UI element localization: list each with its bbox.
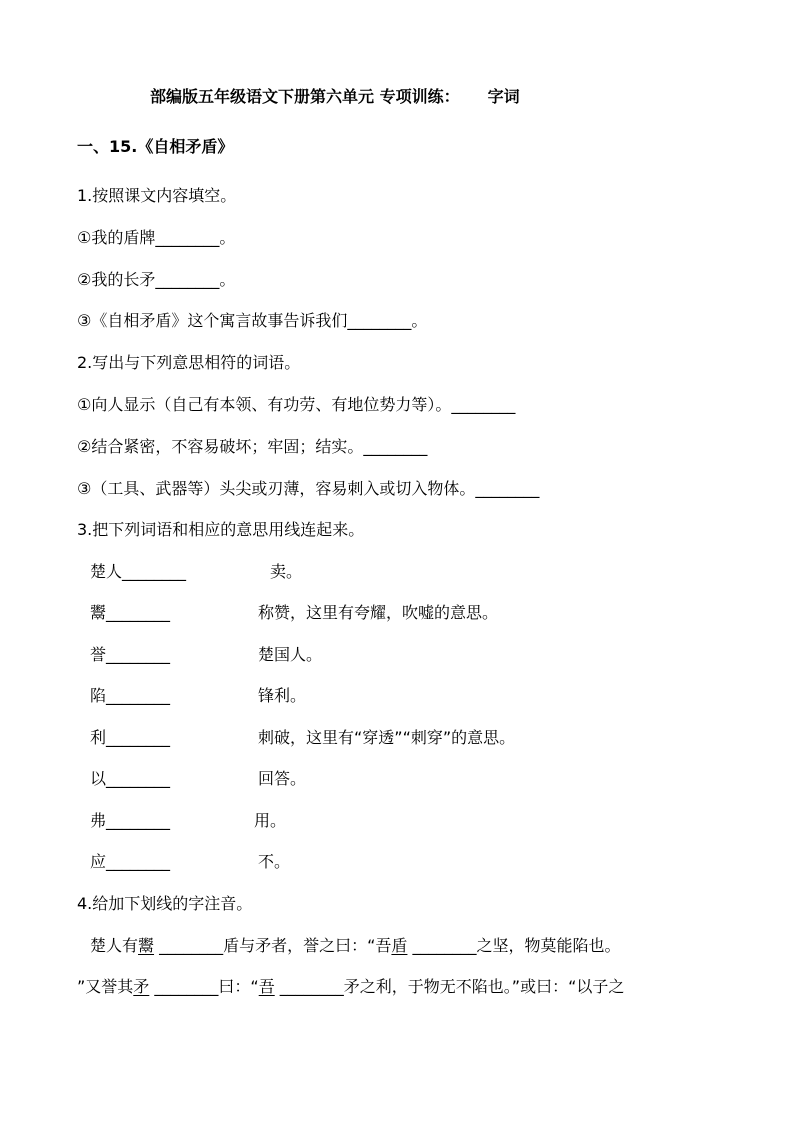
underlined-char: 吾 <box>258 977 275 996</box>
question-2-prompt: 2.写出与下列意思相符的词语。 <box>77 353 301 372</box>
page-title <box>150 87 520 107</box>
match-meaning: 卖。 <box>270 562 303 581</box>
question-2-item: ①向人显示（自己有本领、有功劳、有地位势力等）。________ <box>77 395 516 414</box>
underlined-char: 盾 <box>391 936 408 955</box>
passage-line-2: ”又誉其矛 ________曰：“吾 ________矛之利，于物无不陷也。”或曰：“以子之 <box>77 977 625 996</box>
question-1-prompt: 1.按照课文内容填空。 <box>77 186 237 205</box>
match-word: 以________ <box>90 769 171 788</box>
match-word: 弗________ <box>90 811 171 830</box>
match-word: 利________ <box>90 728 171 747</box>
match-meaning: 锋利。 <box>258 686 307 705</box>
match-meaning: 回答。 <box>258 769 307 788</box>
passage-line-1: 楚人有鬻 ________盾与矛者，誉之曰：“吾盾 ________之坚，物莫能陷也。 <box>90 936 621 955</box>
match-word: 楚人________ <box>90 562 187 581</box>
match-word: 誉________ <box>90 645 171 664</box>
question-3-prompt: 3.把下列词语和相应的意思用线连起来。 <box>77 520 365 539</box>
match-meaning: 称赞，这里有夸耀，吹嘘的意思。 <box>258 603 499 622</box>
match-meaning: 用。 <box>254 811 287 830</box>
match-meaning: 楚国人。 <box>258 645 323 664</box>
question-1-item: ①我的盾牌________。 <box>77 228 236 247</box>
match-meaning: 刺破，这里有“穿透”“刺穿”的意思。 <box>258 728 516 747</box>
underlined-char: 鬻 <box>138 936 155 955</box>
question-1-item: ③《自相矛盾》这个寓言故事告诉我们________。 <box>77 311 428 330</box>
match-word: 应________ <box>90 852 171 871</box>
question-4-prompt: 4.给加下划线的字注音。 <box>77 894 253 913</box>
question-2-item: ②结合紧密，不容易破坏；牢固；结实。________ <box>77 437 428 456</box>
section-heading: 一、15.《自相矛盾》 <box>77 137 234 156</box>
underlined-char: 矛 <box>133 977 150 996</box>
match-word: 陷________ <box>90 686 171 705</box>
title-main: 部编版五年级语文下册第六单元 专项训练： <box>150 87 460 106</box>
match-word: 鬻________ <box>90 603 171 622</box>
question-1-item: ②我的长矛________。 <box>77 270 236 289</box>
title-topic: 字词 <box>487 87 520 106</box>
match-meaning: 不。 <box>258 852 291 871</box>
question-2-item: ③（工具、武器等）头尖或刃薄，容易刺入或切入物体。________ <box>77 479 540 498</box>
